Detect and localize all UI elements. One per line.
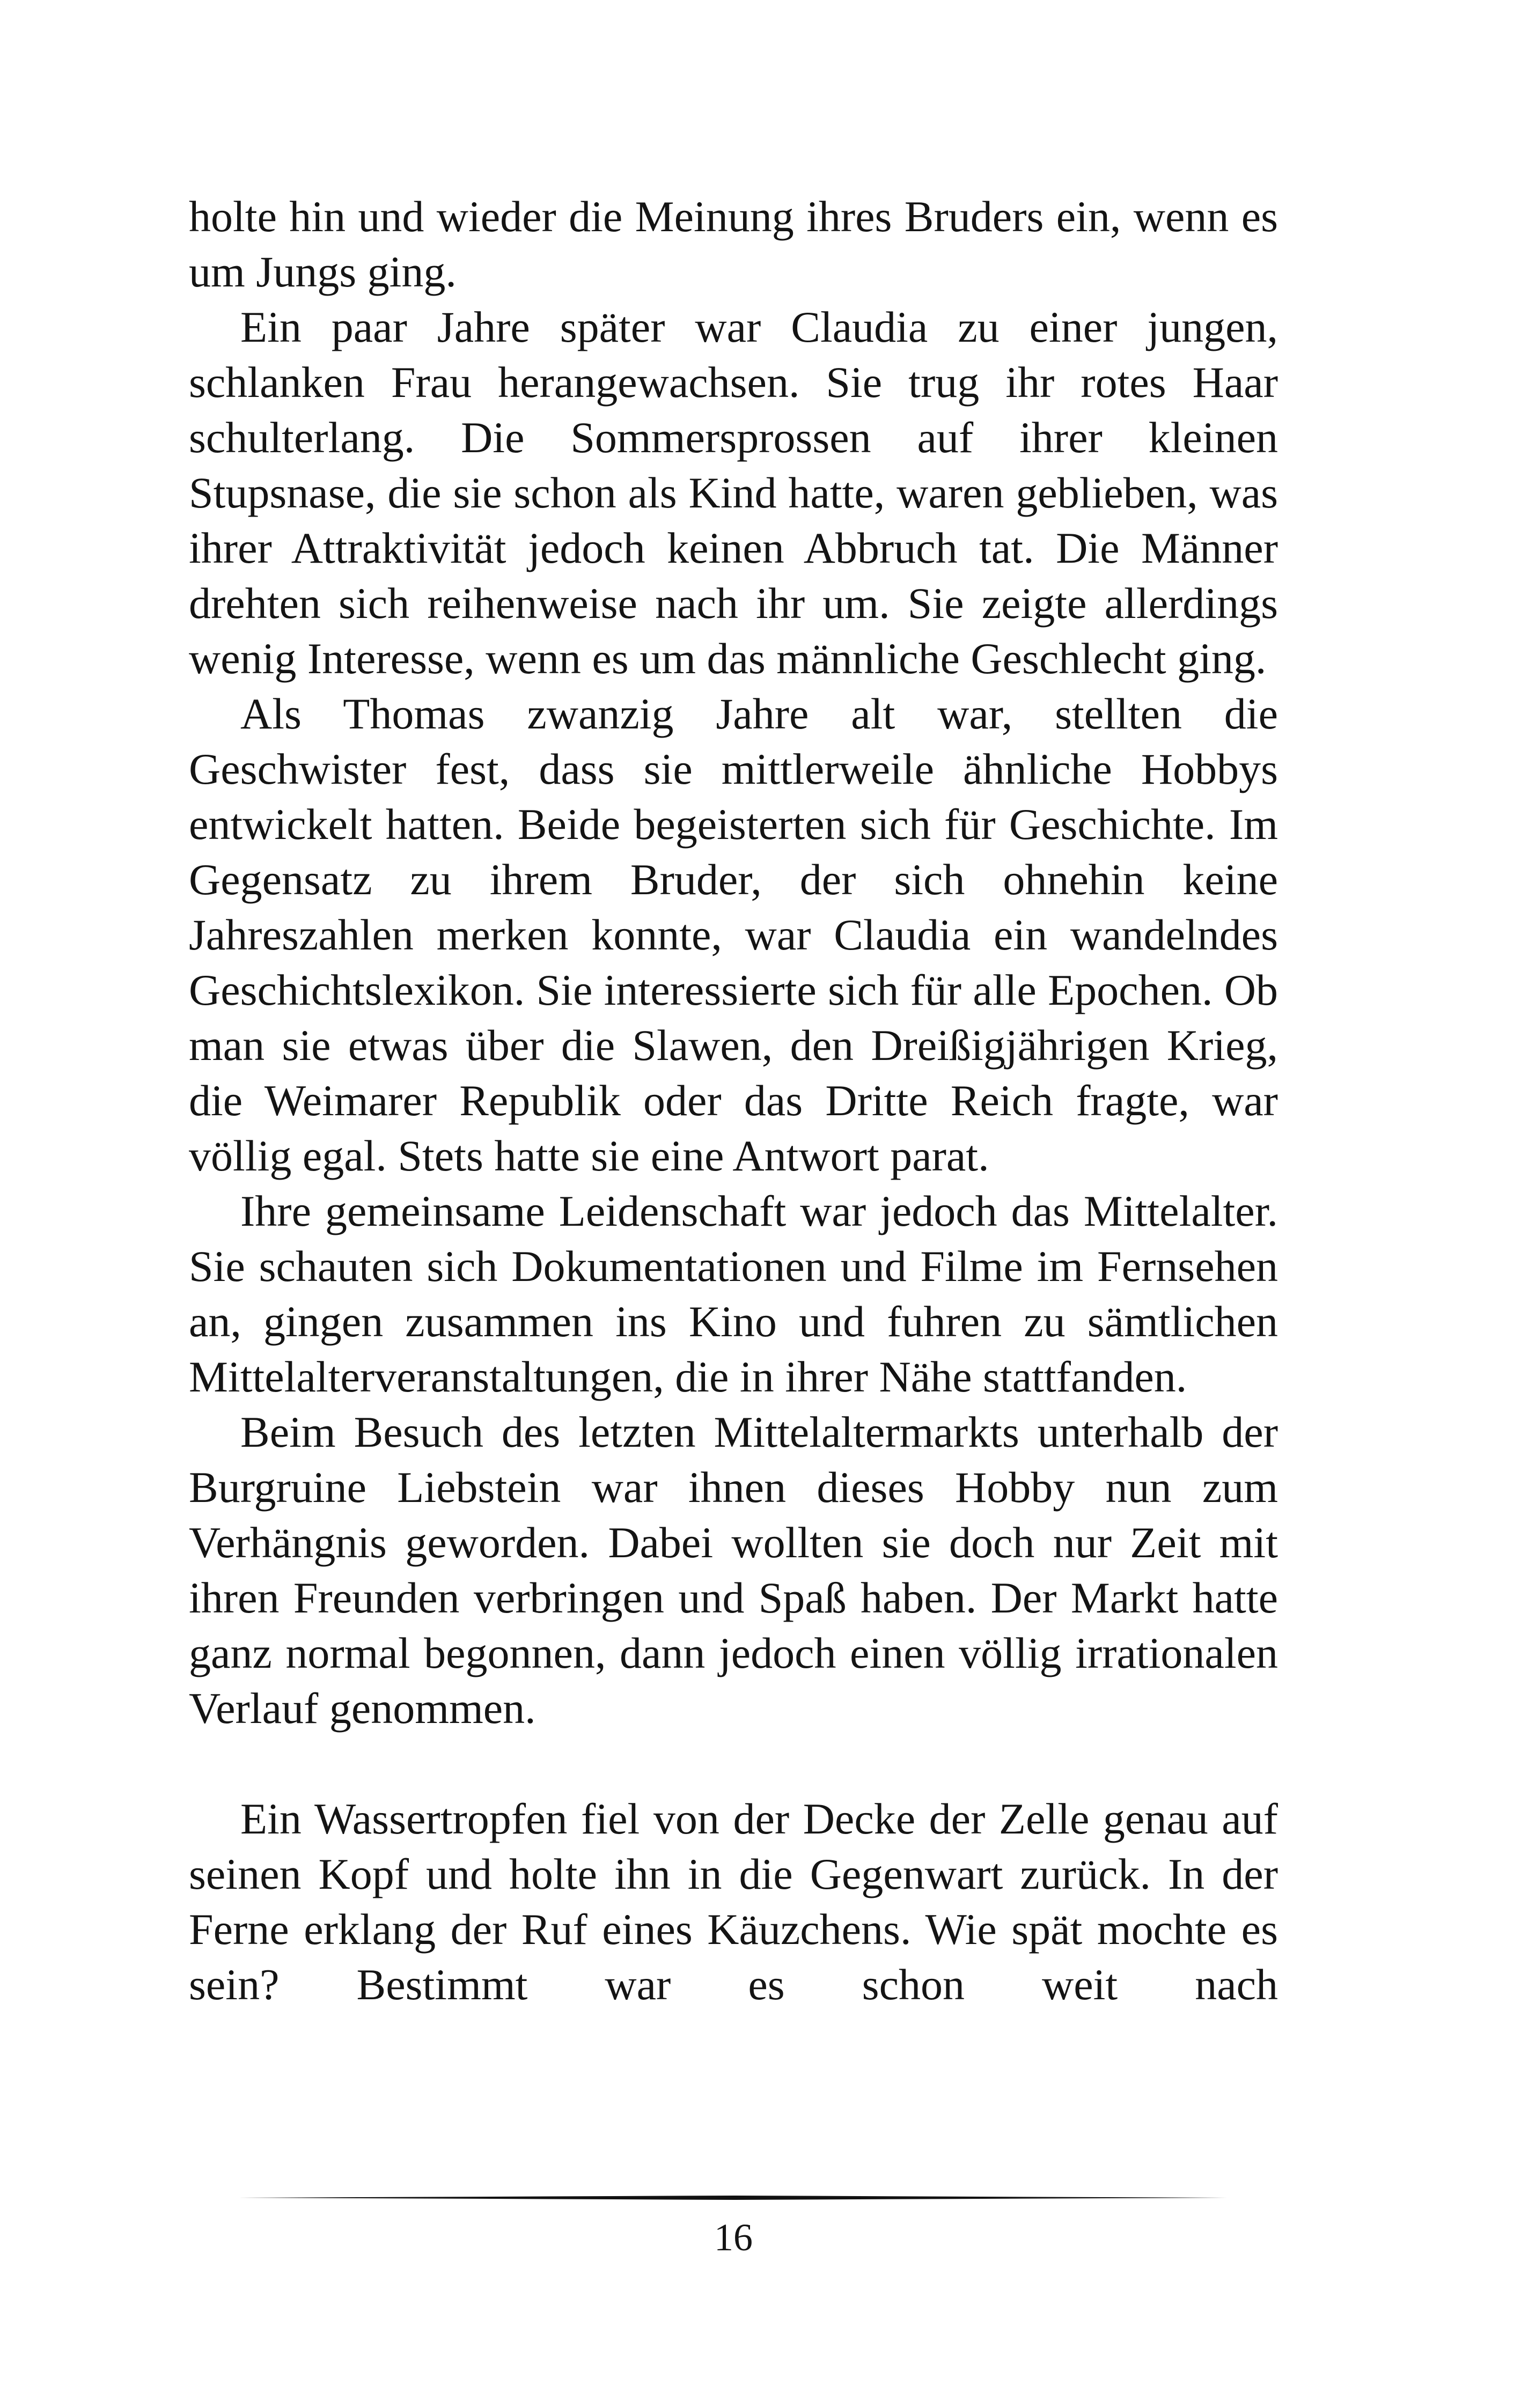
footer-rule	[239, 2196, 1231, 2200]
paragraph-medieval-market: Beim Besuch des letzten Mittelaltermarkts unterhalb der Burgruine Liebstein war ihnen dieses Hobby nun zum Verhängnis geworden. Dabei wollten sie doch nur Zeit mit ihren Freunden verbringen und Spaß haben. Der Markt hatte ganz normal begonnen, dann jedoch einen völlig irrationalen Verlauf genommen.	[189, 1408, 1278, 1733]
scene-break	[189, 1736, 1278, 1791]
paragraph-claudia-description: Ein paar Jahre später war Claudia zu einer jungen, schlanken Frau herangewachsen. Sie trug ihr rotes Haar schulterlang. Die Sommersprossen auf ihrer kleinen Stupsnase, die sie schon als Kind hatte, waren geblieben, was ihrer Attraktivität jedoch keinen Abbruch tat. Die Männer drehten sich reihenweise nach ihr um. Sie zeigte allerdings wenig Interesse, wenn es um das männliche Geschlecht ging.	[189, 303, 1278, 683]
paragraph-continuation: holte hin und wieder die Meinung ihres Bruders ein, wenn es um Jungs ging.	[189, 192, 1278, 296]
page-number: 16	[714, 2216, 753, 2259]
body-text	[189, 189, 1278, 2012]
paragraph-water-drop: Ein Wassertropfen fiel von der Decke der Zelle genau auf seinen Kopf und holte ihn in die Gegenwart zurück. In der Ferne erklang der Ruf eines Käuzchens. Wie spät mochte es sein? Bestimmt war es schon weit nach	[189, 1794, 1278, 2009]
paragraph-history-hobby: Als Thomas zwanzig Jahre alt war, stellten die Geschwister fest, dass sie mittlerweile ähnliche Hobbys entwickelt hatten. Beide begeisterten sich für Geschichte. Im Gegensatz zu ihrem Bruder, der sich ohnehin keine Jahreszahlen merken konnte, war Claudia ein wandelndes Geschichtslexikon. Sie interessierte sich für alle Epochen. Ob man sie etwas über die Slawen, den Dreißigjährigen Krieg, die Weimarer Republik oder das Dritte Reich fragte, war völlig egal. Stets hatte sie eine Antwort parat.	[189, 689, 1278, 1180]
paragraph-middle-ages: Ihre gemeinsame Leidenschaft war jedoch das Mittelalter. Sie schauten sich Dokumentationen und Filme im Fernsehen an, gingen zusammen ins Kino und fuhren zu sämtlichen Mittelalterveranstaltungen, die in ihrer Nähe stattfanden.	[189, 1187, 1278, 1401]
